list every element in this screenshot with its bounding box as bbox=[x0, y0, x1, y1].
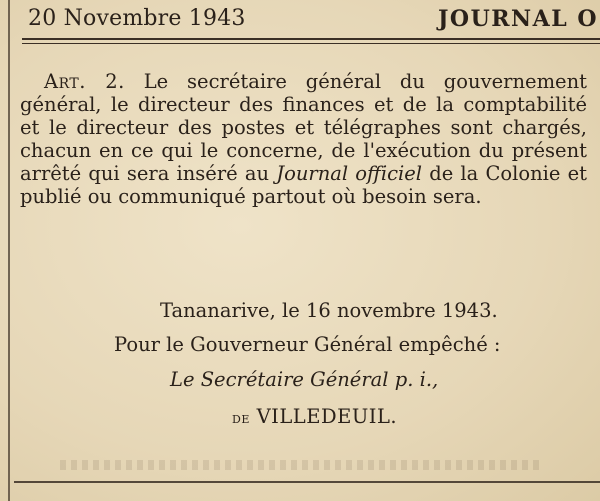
header-rule-thin bbox=[22, 43, 600, 44]
place-and-date: Tananarive, le 16 novembre 1943. bbox=[160, 299, 498, 322]
header-rule-thick bbox=[22, 38, 600, 40]
signature-name: VILLEDEUIL. bbox=[256, 405, 398, 428]
bleed-through-text bbox=[60, 460, 540, 470]
footer-rule bbox=[14, 481, 600, 483]
signature-prefix: de bbox=[232, 408, 250, 427]
page-header bbox=[0, 0, 600, 40]
article-text-after: de la Colonie et publié ou communiqué partout où besoin sera. bbox=[20, 162, 587, 208]
header-date: 20 Novembre 1943 bbox=[28, 6, 246, 31]
article-journal-officiel: Journal officiel bbox=[276, 162, 423, 185]
article-label: Art. 2. bbox=[44, 70, 125, 93]
article-2-paragraph bbox=[20, 70, 587, 208]
column-gutter-line bbox=[8, 0, 10, 501]
secretary-title: Le Secrétaire Général p. i., bbox=[170, 368, 439, 391]
header-journal-title: JOURNAL O bbox=[438, 6, 599, 32]
article-text-before: Le secrétaire général du gouvernement général, le directeur des finances et de la comptabilité et le directeur des postes et télégraphes sont chargés, chacun en ce qui le concerne, de l'exécution du présent arrêté qui sera inséré au bbox=[20, 70, 587, 185]
on-behalf-of-line: Pour le Gouverneur Général empêché : bbox=[114, 333, 501, 356]
signature bbox=[232, 405, 397, 428]
